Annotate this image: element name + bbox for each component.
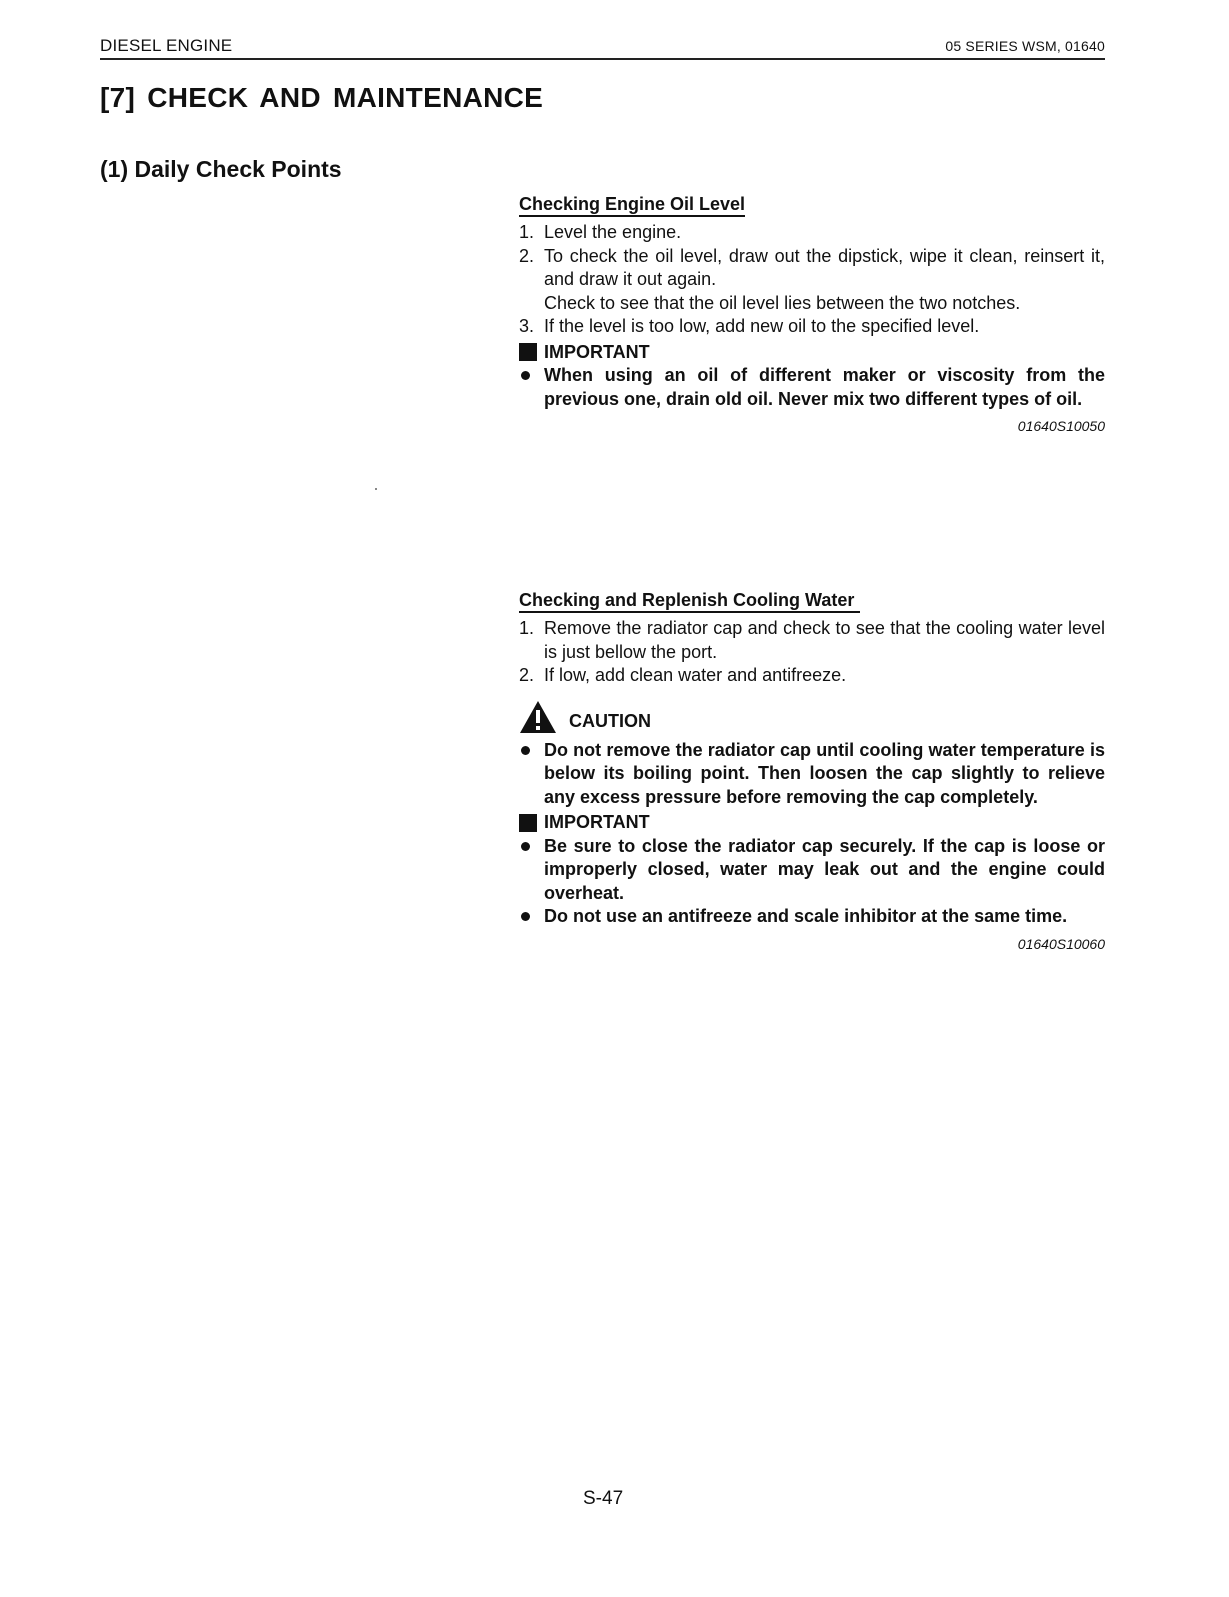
bullet-dot-icon (519, 905, 544, 929)
water-step (519, 617, 1105, 664)
caution-label-row (519, 700, 1105, 734)
square-bullet-icon (519, 343, 537, 361)
step-text: Remove the radiator cap and check to see that the cooling water level is just bellow the port. (544, 618, 1105, 662)
warning-triangle-icon (519, 700, 557, 734)
bullet-dot-icon (519, 739, 544, 810)
step-text: Level the engine. (544, 222, 682, 242)
step-number: 1. (519, 222, 535, 242)
important-label: IMPORTANT (544, 341, 650, 362)
caution-item-text: Do not remove the radiator cap until cooling water temperature is below its boiling point. Then loosen the cap slightly to relieve any excess pressure before removing the cap completely. (544, 739, 1105, 807)
step-number: 2. (519, 665, 535, 685)
step-number: 1. (519, 618, 535, 638)
scan-speck (375, 488, 377, 490)
header-manual-code: 05 SERIES WSM, 01640 (945, 38, 1105, 54)
oil-check-section (519, 193, 1105, 439)
oil-step (519, 315, 1105, 339)
step-text: To check the oil level, draw out the dipstick, wipe it clean, reinsert it, and draw it out again. (544, 245, 1105, 289)
reference-code: 01640S10050 (1017, 418, 1105, 434)
bullet-dot-icon (519, 835, 544, 906)
section-title: (1) Daily Check Points (100, 156, 342, 182)
water-step (519, 664, 1105, 688)
important-item (519, 835, 1105, 906)
step-number: 2. (519, 245, 535, 266)
oil-check-heading: Checking Engine Oil Level (519, 194, 745, 217)
bullet-dot-icon (519, 364, 544, 411)
reference-code: 01640S10060 (1017, 935, 1105, 952)
step-note: Check to see that the oil level lies between the two notches. (544, 292, 1021, 313)
water-check-heading: Checking and Replenish Cooling Water (519, 590, 860, 613)
important-label: IMPORTANT (544, 812, 650, 832)
important-item-text: Do not use an antifreeze and scale inhibitor at the same time. (544, 906, 1068, 926)
chapter-title: [7] CHECK AND MAINTENANCE (100, 82, 544, 113)
page-number: S-47 (583, 1488, 624, 1509)
caution-item (519, 739, 1105, 810)
page-header (100, 36, 1105, 60)
important-item (519, 364, 1105, 411)
caution-label: CAUTION (569, 711, 651, 731)
important-label-row (519, 811, 1105, 835)
step-number: 3. (519, 316, 535, 336)
oil-step (519, 221, 1105, 245)
header-title: DIESEL ENGINE (100, 36, 233, 55)
step-text: If the level is too low, add new oil to the specified level. (544, 316, 980, 336)
important-item-text: Be sure to close the radiator cap securely. If the cap is loose or improperly closed, water may leak out and the engine could overheat. (544, 835, 1105, 903)
important-item (519, 905, 1105, 929)
step-text: If low, add clean water and antifreeze. (544, 665, 847, 685)
important-item-text: When using an oil of different maker or viscosity from the previous one, drain old oil. Never mix two different types of oil. (544, 365, 1105, 409)
oil-step (519, 245, 1105, 292)
square-bullet-icon (519, 814, 537, 832)
water-check-section (519, 589, 1105, 956)
important-label-row (519, 341, 1105, 365)
